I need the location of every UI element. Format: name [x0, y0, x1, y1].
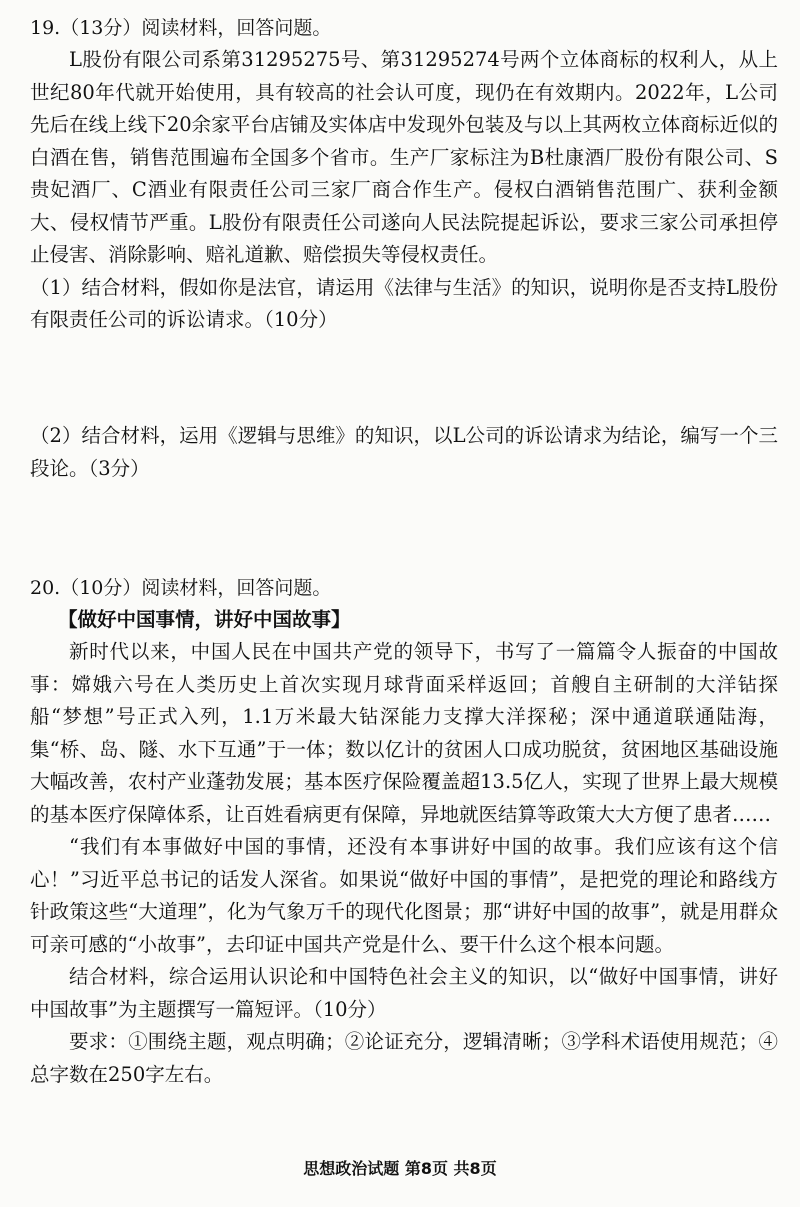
question-19-sub1: （1）结合材料，假如你是法官，请运用《法律与生活》的知识，说明你是否支持L股份有限责任公司的诉讼请求。（10分）	[30, 275, 778, 331]
question-19-material: L股份有限公司系第31295275号、第31295274号两个立体商标的权利人，从上世纪80年代就开始使用，具有较高的社会认可度，现仍在有效期内。2022年，L公司先后在线上线下20余家平台店铺及实体店中发现外包装及与以上其两枚立体商标近似的白酒在售，销售范围遍布全国多个省市。生产厂家标注为B杜康酒厂股份有限公司、S贵妃酒厂、C酒业有限责任公司三家厂商合作生产。侵权白酒销售范围广、获利金额大、侵权情节严重。L股份有限责任公司遂向人民法院提起诉讼，要求三家公司承担停止侵害、消除影响、赔礼道歉、赔偿损失等侵权责任。	[30, 48, 778, 266]
question-20-para2: “我们有本事做好中国的事情，还没有本事讲好中国的故事。我们应该有这个信心！”习近平总书记的话发人深省。如果说“做好中国的事情”，是把党的理论和路线方针政策这些“大道理”，化为气象万千的现代化图景；那“讲好中国的故事”，就是用群众可亲可感的“小故事”，去印证中国共产党是什么、要干什么这个根本问题。	[30, 835, 778, 956]
question-20-task: 结合材料，综合运用认识论和中国特色社会主义的知识，以“做好中国事情，讲好中国故事”为主题撰写一篇短评。（10分）	[30, 965, 778, 1021]
question-19-heading: 19.（13分）阅读材料，回答问题。	[30, 17, 332, 39]
page-footer: 思想政治试题 第8页 共8页	[303, 1159, 497, 1178]
question-20-para1: 新时代以来，中国人民在中国共产党的领导下，书写了一篇篇令人振奋的中国故事：嫦娥六号在人类历史上首次实现月球背面采样返回；首艘自主研制的大洋钻探船“梦想”号正式入列，1.1万米最大钻深能力支撑大洋探秘；深中通道联通陆海，集“桥、岛、隧、水下互通”于一体；数以亿计的贫困人口成功脱贫，贫困地区基础设施大幅改善，农村产业蓬勃发展；基本医疗保险覆盖超13.5亿人，实现了世界上最大规模的基本医疗保障体系，让百姓看病更有保障，异地就医结算等政策大大方便了患者……	[30, 640, 778, 826]
question-20-heading: 20.（10分）阅读材料，回答问题。	[30, 577, 332, 599]
question-19	[30, 12, 778, 337]
question-20-requirements: 要求：①围绕主题，观点明确；②论证充分，逻辑清晰；③学科术语使用规范；④总字数在250字左右。	[30, 1030, 778, 1086]
material-title: 【做好中国事情，讲好中国故事】	[58, 608, 351, 631]
question-20	[30, 572, 778, 1091]
question-19-sub2: （2）结合材料，运用《逻辑与思维》的知识，以L公司的诉讼请求为结论，编写一个三段论。（3分）	[30, 424, 778, 480]
question-19-part2	[30, 420, 778, 485]
